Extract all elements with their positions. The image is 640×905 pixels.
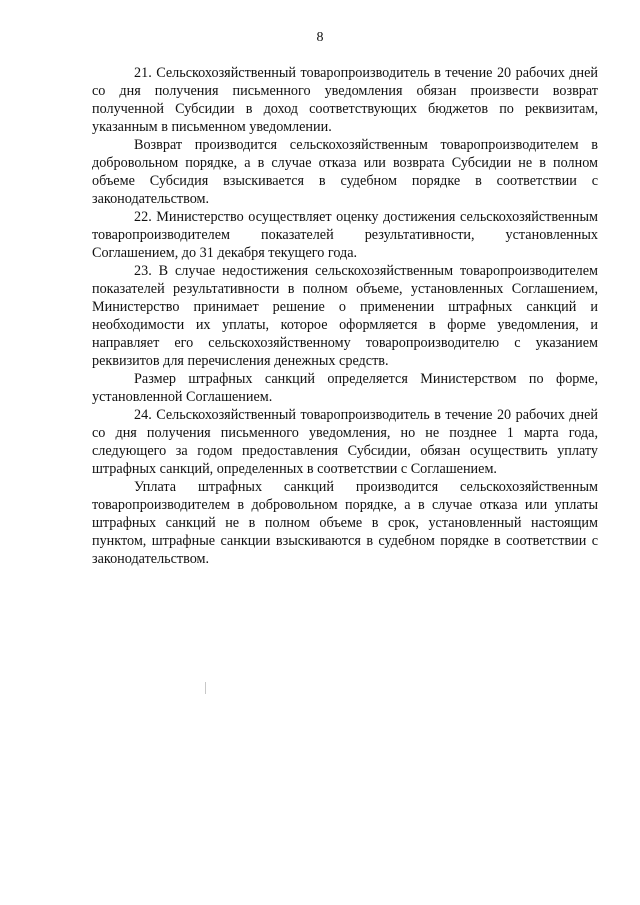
page-number: 8 xyxy=(316,30,324,45)
paragraph-penalty-amount: Размер штрафных санкций определяется Министерством по форме, установленной Соглашением. xyxy=(92,371,598,405)
paragraph-21-return: 21. Сельскохозяйственный товаропроизводитель в течение 20 рабочих дней со дня получения письменного уведомления обязан произвести возврат полученной Субсидии в доход соответствующих бюджетов по реквизитам, указанным в письменном уведомлении. xyxy=(92,65,598,135)
scan-artifact xyxy=(205,682,206,694)
paragraph-22-assessment: 22. Министерство осуществляет оценку достижения сельскохозяйственным товаропроизводителем показателей результативности, установленных Соглашением, до 31 декабря текущего года. xyxy=(92,209,598,261)
paragraph-penalty-payment: Уплата штрафных санкций производится сельскохозяйственным товаропроизводителем в добровольном порядке, а в случае отказа или уплаты штрафных санкций не в полном объеме в срок, установленный настоящим пунктом, штрафные санкции взыскиваются в судебном порядке в соответствии с законодательством. xyxy=(92,479,598,567)
paragraph-24-payment: 24. Сельскохозяйственный товаропроизводитель в течение 20 рабочих дней со дня получения письменного уведомления, но не позднее 1 марта года, следующего за годом предоставления Субсидии, обязан осуществить уплату штрафных санкций, определенных в соответствии с Соглашением. xyxy=(92,407,598,477)
paragraph-voluntary-return: Возврат производится сельскохозяйственным товаропроизводителем в добровольном порядке, а в случае отказа или возврата Субсидии не в полном объеме Субсидия взыскивается в судебном порядке в соответствии с законодательством. xyxy=(92,137,598,207)
paragraph-23-penalties: 23. В случае недостижения сельскохозяйственным товаропроизводителем показателей результативности в полном объеме, установленных Соглашением, Министерство принимает решение о применении штрафных санкций и необходимости их уплаты, которое оформляется в форме уведомления, и направляет его сельскохозяйственному товаропроизводителю с указанием реквизитов для перечисления денежных средств. xyxy=(92,263,598,369)
document-body xyxy=(92,64,598,568)
